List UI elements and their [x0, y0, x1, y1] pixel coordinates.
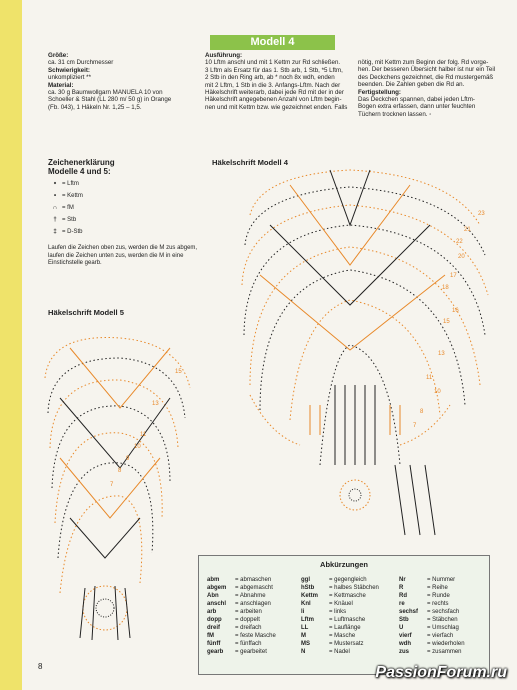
model-title-bar: Modell 4: [210, 35, 335, 50]
abbr-key: wdh: [399, 641, 411, 647]
abbr-value: = Nadel: [329, 649, 350, 655]
abbr-value: = Abnahme: [235, 593, 266, 599]
abbr-value: = dreifach: [235, 625, 262, 631]
abbr-row: [207, 600, 276, 608]
difficulty-value: unkompliziert **: [48, 74, 91, 82]
abbr-value: = halbes Stäbchen: [329, 585, 379, 591]
finishing-line: Tüchern trocknen lassen. ◦: [358, 110, 432, 118]
finishing-line: Das Deckchen spannen, dabei jeden Lftm-: [358, 96, 475, 104]
round-number: 23: [478, 211, 485, 217]
abbr-row: [399, 616, 465, 624]
abbr-row: [301, 648, 379, 656]
legend-list: [48, 178, 83, 238]
abbr-row: [301, 640, 379, 648]
abbr-row: [301, 616, 379, 624]
abbr-value: = abgemascht: [235, 585, 273, 591]
abbr-row: [399, 640, 465, 648]
abbr-key: R: [399, 585, 404, 591]
round-number: 21: [464, 227, 471, 233]
abbr-key: M: [301, 633, 306, 639]
abbr-value: = gegengleich: [329, 577, 367, 583]
abbr-key: U: [399, 625, 404, 631]
legend-title-line: Zeichenerklärung: [48, 158, 115, 167]
abbr-value: = Stäbchen: [427, 617, 458, 623]
round-number: 22: [456, 239, 463, 245]
legend-title-line: Modelle 4 und 5:: [48, 167, 111, 176]
materials-block: [48, 52, 203, 111]
abbr-row: [399, 600, 465, 608]
double-crochet-icon: †: [53, 217, 57, 223]
abbr-row: [301, 624, 379, 632]
round-number: 10: [134, 444, 141, 450]
round-number: 20: [458, 254, 465, 260]
abbr-row: [399, 608, 465, 616]
abbr-key: Abn: [207, 593, 219, 599]
page-number: 8: [38, 662, 43, 671]
legend-note: Laufen die Zeichen oben zus, werden die M zus abgem, laufen die Zeichen unten zus, werden die M in eine Einstichstelle gearb.: [48, 245, 198, 267]
abbr-key: Kettm: [301, 593, 319, 599]
abbr-key: Rd: [399, 593, 407, 599]
round-number: 16: [452, 308, 459, 314]
abbr-row: [301, 592, 379, 600]
round-number: 18: [442, 285, 449, 291]
round-number: 8: [420, 409, 424, 415]
abbr-row: [207, 584, 276, 592]
abbr-row: [399, 584, 465, 592]
round-number: 17: [450, 273, 457, 279]
finishing-block: [358, 59, 498, 118]
abbr-value: = Runde: [427, 593, 450, 599]
instruction-line: Häkelschrift weiterarb, dabei jede Rd mit der in der: [205, 89, 344, 97]
material-line: Schoeller & Stahl (LL 280 m/ 50 g) in Orange: [48, 96, 172, 104]
round-number: 15: [175, 369, 182, 375]
abbr-row: [301, 600, 379, 608]
abbr-row: [207, 624, 276, 632]
abbr-key: dopp: [207, 617, 222, 623]
round-number: 13: [438, 351, 445, 357]
abbr-key: fM: [207, 633, 214, 639]
abbr-key: abgem: [207, 585, 227, 591]
abbr-value: = vierfach: [427, 633, 454, 639]
abbreviations-title: Abkürzungen: [320, 560, 368, 569]
instructions-label: Ausführung:: [205, 52, 243, 59]
abbr-key: Nr: [399, 577, 406, 583]
abbr-value: = Nummer: [427, 577, 456, 583]
abbr-key: gearb: [207, 649, 224, 655]
abbr-value: = rechts: [427, 601, 449, 607]
abbr-key: Lftm: [301, 617, 314, 623]
abbr-value: = doppelt: [235, 617, 260, 623]
round-number: 8: [118, 468, 122, 474]
abbr-value: = Reihe: [427, 585, 448, 591]
legend-label: = Lftm: [62, 181, 79, 187]
abbreviations-column: [399, 576, 465, 656]
legend-label: = fM: [62, 205, 74, 211]
finishing-label: Fertigstellung:: [358, 88, 401, 96]
abbr-row: [399, 592, 465, 600]
abbr-value: = Kettmasche: [329, 593, 366, 599]
abbr-value: = feste Masche: [235, 633, 276, 639]
abbreviations-column: [301, 576, 379, 656]
abbr-key: re: [399, 601, 405, 607]
round-number: 9: [126, 456, 130, 462]
abbr-key: ggl: [301, 577, 310, 583]
slip-stitch-icon: •: [53, 193, 57, 199]
legend-label: = D-Stb: [62, 229, 83, 235]
instruction-line: Häkelschrift angegebenen Anzahl von Lftm begin-: [205, 96, 342, 104]
abbr-key: N: [301, 649, 306, 655]
round-number: 11: [140, 432, 147, 438]
abbr-row: [301, 584, 379, 592]
abbr-row: [399, 632, 465, 640]
abbr-row: [207, 608, 276, 616]
abbr-value: = Umschlag: [427, 625, 459, 631]
legend-title: [48, 158, 115, 176]
legend-label: = Stb: [62, 217, 77, 223]
abbr-value: = sechsfach: [427, 609, 460, 615]
abbr-value: = fünffach: [235, 641, 262, 647]
abbr-key: LL: [301, 625, 309, 631]
abbr-value: = links: [329, 609, 347, 615]
abbr-value: = zusammen: [427, 649, 462, 655]
round-number: 13: [152, 401, 159, 407]
abbr-row: [207, 640, 276, 648]
chain-stitch-icon: ∘: [53, 181, 57, 187]
abbreviations-column: [207, 576, 276, 656]
abbr-key: arb: [207, 609, 217, 615]
abbr-value: = gearbeitet: [235, 649, 267, 655]
abbr-value: = Masche: [329, 633, 356, 639]
abbr-value: = Knäuel: [329, 601, 353, 607]
diagram-4-title: Häkelschrift Modell 4: [212, 158, 288, 167]
instruction-line: beenden. Die Zahlen geben die Rd an.: [358, 81, 465, 89]
abbr-row: [207, 576, 276, 584]
abbr-key: fünff: [207, 641, 221, 647]
abbr-row: [399, 576, 465, 584]
abbr-value: = abmaschen: [235, 577, 272, 583]
legend-item: [48, 178, 83, 190]
abbr-value: = arbeiten: [235, 609, 262, 615]
legend-item: [48, 190, 83, 202]
size-label: Größe:: [48, 52, 69, 59]
legend-item: [48, 202, 83, 214]
treble-crochet-icon: ‡: [53, 229, 57, 235]
crochet-diagram-model-5: [40, 318, 200, 663]
abbr-row: [207, 632, 276, 640]
instructions-block: [205, 52, 355, 111]
diagram-5-title: Häkelschrift Modell 5: [48, 308, 124, 317]
abbr-value: = Luftmasche: [329, 617, 366, 623]
abbr-row: [301, 608, 379, 616]
abbr-value: = wiederholen: [427, 641, 465, 647]
abbr-key: li: [301, 609, 305, 615]
round-number: 10: [434, 389, 441, 395]
instruction-line: hen. Der besseren Übersicht halber ist nur ein Teil: [358, 66, 496, 74]
legend-item: [48, 214, 83, 226]
round-number: 11: [426, 375, 433, 381]
watermark: PassionForum.ru: [375, 664, 507, 681]
finishing-line: Bogen extra erfassen, dann unter feuchten: [358, 103, 476, 111]
abbr-key: Knl: [301, 601, 311, 607]
abbr-key: Stb: [399, 617, 409, 623]
size-value: ca. 31 cm Durchmesser: [48, 59, 114, 67]
abbr-row: [399, 648, 465, 656]
abbr-key: hStb: [301, 585, 315, 591]
crochet-diagram-model-4: [230, 165, 500, 545]
difficulty-label: Schwierigkeit:: [48, 66, 90, 74]
abbr-row: [301, 632, 379, 640]
abbr-key: abm: [207, 577, 220, 583]
abbr-row: [207, 648, 276, 656]
abbr-row: [399, 624, 465, 632]
instruction-line: 10 Lftm anschl und mit 1 Kettm zur Rd schließen.: [205, 59, 341, 67]
material-line: ca. 30 g Baumwollgarn MANUELA 10 von: [48, 89, 163, 97]
abbr-value: = Lauflänge: [329, 625, 361, 631]
abbr-row: [207, 592, 276, 600]
material-line: (Fb. 043), 1 Häkeln Nr. 1,25 – 1,5.: [48, 103, 142, 111]
abbr-row: [301, 576, 379, 584]
abbr-key: anschl: [207, 601, 227, 607]
abbreviations-box: [198, 555, 490, 675]
single-crochet-icon: ∩: [52, 205, 58, 211]
round-number: 7: [413, 423, 417, 429]
abbr-key: vierf: [399, 633, 412, 639]
abbr-key: sechsf: [399, 609, 419, 615]
abbr-key: MS: [301, 641, 310, 647]
instruction-line: nötig, mit Kettm zum Beginn der folg. Rd vorge-: [358, 59, 489, 66]
abbr-row: [207, 616, 276, 624]
round-number: 7: [110, 482, 114, 488]
instruction-line: 2 Stb in den Ring arb, ab * noch 8x wdh, enden: [205, 74, 335, 82]
instruction-line: des Deckchens gezeichnet, die Rd mustergemäß: [358, 73, 494, 81]
instruction-line: nen und mit Kettm bzw. wie gezeichnet enden. Falls: [205, 103, 348, 111]
instruction-line: mit 2 Lftm, 1 Stb in die 3. Anfangs-Lftm. Nach der: [205, 81, 341, 89]
abbr-key: dreif: [207, 625, 221, 631]
instruction-line: 3 Lftm als Ersatz für das 1. Stb arb, 1 Stb, *5 Lftm,: [205, 66, 343, 74]
abbr-key: zus: [399, 649, 410, 655]
material-label: Material:: [48, 81, 74, 89]
abbr-value: = anschlagen: [235, 601, 271, 607]
abbr-value: = Mustersatz: [329, 641, 364, 647]
legend-item: [48, 226, 83, 238]
legend-label: = Kettm: [62, 193, 83, 199]
page-edge-strip: [0, 0, 22, 690]
round-number: 15: [443, 319, 450, 325]
